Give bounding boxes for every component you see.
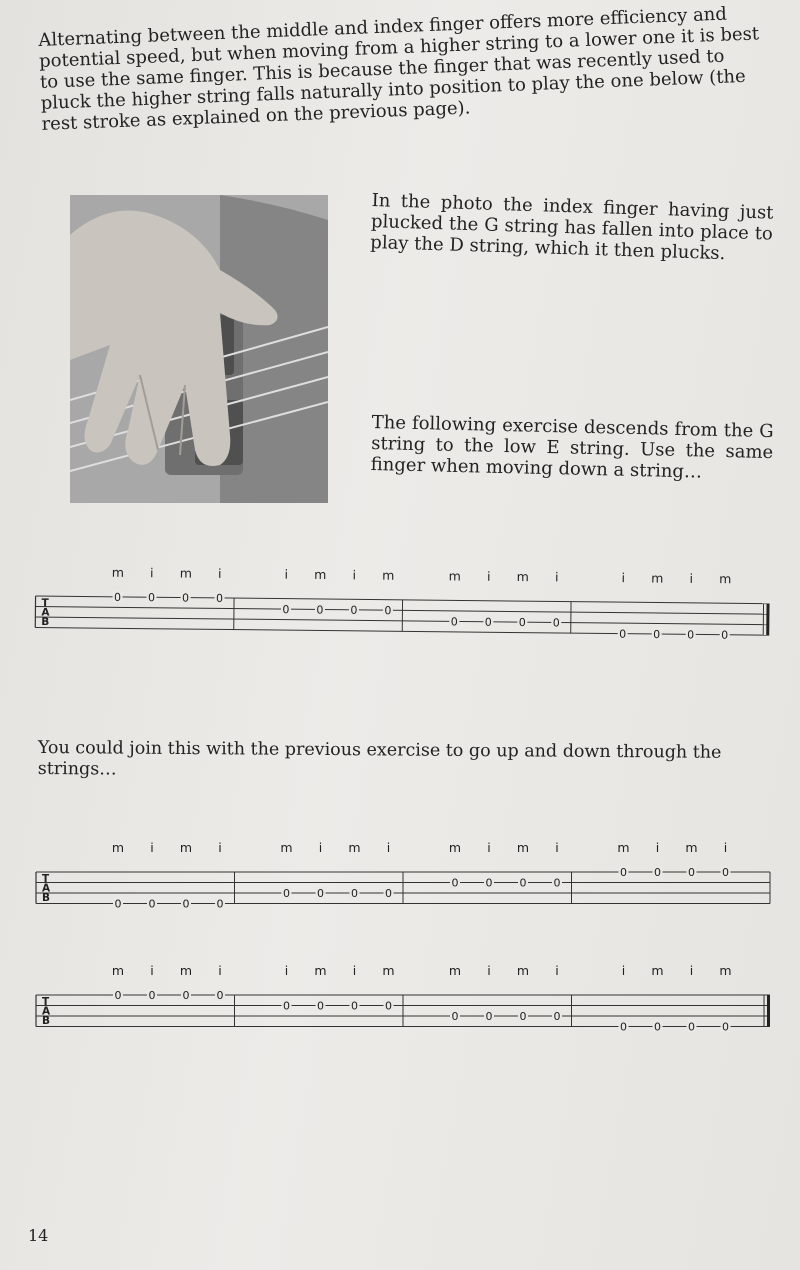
fret-number: 0 xyxy=(317,887,324,900)
tab-clef-letter: B xyxy=(42,892,51,904)
tab-clef-letter: A xyxy=(42,1005,51,1018)
finger-label: m xyxy=(348,840,361,855)
finger-label: i xyxy=(487,963,491,978)
fret-number: 0 xyxy=(350,603,358,617)
fret-number: 0 xyxy=(317,999,324,1013)
fret-number: 0 xyxy=(351,999,358,1013)
finger-label: i xyxy=(555,840,559,855)
finger-label: i xyxy=(284,566,289,582)
fret-number: 0 xyxy=(722,1020,729,1034)
fret-number: 0 xyxy=(687,628,695,642)
finger-label: m xyxy=(382,963,395,978)
finger-label: i xyxy=(723,840,728,855)
fret-number: 0 xyxy=(316,603,324,617)
fret-number: 0 xyxy=(451,1010,459,1023)
tab-staff-exercise-2 xyxy=(36,832,770,952)
photo-illustration xyxy=(70,195,328,503)
fret-number: 0 xyxy=(216,989,224,1002)
fret-number: 0 xyxy=(182,989,190,1002)
fret-number: 0 xyxy=(653,627,661,642)
tab-clef-letter: T xyxy=(41,597,49,610)
finger-label: m xyxy=(179,565,193,581)
fret-number: 0 xyxy=(385,887,392,900)
fret-number: 0 xyxy=(283,887,290,900)
finger-label: i xyxy=(218,840,222,855)
finger-label: m xyxy=(314,963,327,978)
finger-label: i xyxy=(318,840,323,855)
finger-label: i xyxy=(218,963,222,978)
join-exercises-paragraph: You could join this with the previous exercise to go up and down through the strings… xyxy=(37,738,722,780)
fret-number: 0 xyxy=(485,1010,493,1023)
finger-label: m xyxy=(280,840,293,855)
tab-clef-letter: B xyxy=(42,1015,51,1027)
finger-label: m xyxy=(314,566,327,583)
page-number: 14 xyxy=(28,1226,49,1245)
fret-number: 0 xyxy=(688,1020,695,1034)
fret-number: 0 xyxy=(216,897,224,911)
finger-label: m xyxy=(111,963,125,978)
fret-number: 0 xyxy=(518,616,526,630)
exercise-intro-paragraph: The following exercise descends from the G string to the low E string. Use the same finger when moving down a string… xyxy=(370,412,774,483)
fret-number: 0 xyxy=(620,1020,627,1034)
photo-caption-paragraph: In the photo the index finger having just plucked the G string has fallen into place to play the D string, which it then plucks. xyxy=(370,190,774,265)
tab-clef-letter: T xyxy=(42,996,50,1008)
finger-label: m xyxy=(651,963,664,978)
fret-number: 0 xyxy=(215,591,224,605)
tab-clef-letter: B xyxy=(41,616,50,629)
fret-number: 0 xyxy=(182,897,190,911)
finger-label: m xyxy=(448,568,461,584)
finger-label: m xyxy=(651,570,664,586)
fret-number: 0 xyxy=(688,866,695,879)
finger-label: m xyxy=(179,840,193,855)
fret-number: 0 xyxy=(114,989,122,1002)
intro-paragraph: Alternating between the middle and index finger offers more efficiency and potential speed, but when moving from a higher string to a lower one it is best to use the same finger. This is because the finger that was recently used to pluck the higher string falls naturally into position to play the one below (the rest stroke as explained on the previous page). xyxy=(38,3,760,135)
tab-clef-letter: A xyxy=(42,882,51,895)
finger-label: i xyxy=(284,963,289,978)
fret-number: 0 xyxy=(148,591,156,605)
finger-label: i xyxy=(655,840,660,855)
finger-label: i xyxy=(689,570,694,586)
fret-number: 0 xyxy=(450,615,458,629)
fret-number: 0 xyxy=(181,591,190,605)
finger-label: i xyxy=(621,963,626,978)
finger-label: i xyxy=(352,567,357,583)
hand-plucking-photo xyxy=(70,195,328,503)
fret-number: 0 xyxy=(552,616,560,630)
finger-label: i xyxy=(554,569,559,585)
tab-clef-letter: T xyxy=(42,873,50,885)
finger-label: m xyxy=(719,571,732,587)
fret-number: 0 xyxy=(722,866,729,879)
fret-number: 0 xyxy=(385,999,392,1013)
fret-number: 0 xyxy=(619,627,627,641)
fret-number: 0 xyxy=(485,876,493,890)
finger-label: m xyxy=(448,840,462,855)
finger-label: m xyxy=(382,567,395,583)
finger-label: i xyxy=(150,840,154,855)
finger-label: m xyxy=(685,840,698,855)
finger-label: m xyxy=(111,840,125,855)
fret-number: 0 xyxy=(721,628,729,642)
finger-label: i xyxy=(689,963,694,978)
fret-number: 0 xyxy=(114,590,122,604)
fret-number: 0 xyxy=(553,876,561,890)
fret-number: 0 xyxy=(148,989,156,1002)
fret-number: 0 xyxy=(519,876,527,890)
finger-label: i xyxy=(555,963,559,978)
finger-label: m xyxy=(448,963,462,978)
finger-label: i xyxy=(386,840,391,855)
fret-number: 0 xyxy=(282,603,290,617)
finger-label: m xyxy=(111,564,125,580)
finger-label: i xyxy=(150,565,154,581)
fret-number: 0 xyxy=(519,1010,527,1023)
fret-number: 0 xyxy=(553,1010,561,1023)
finger-label: m xyxy=(617,840,630,855)
finger-label: i xyxy=(486,568,491,584)
finger-label: i xyxy=(487,840,491,855)
fret-number: 0 xyxy=(283,999,290,1013)
fret-number: 0 xyxy=(484,615,492,629)
tab-staff-exercise-3 xyxy=(36,955,770,1075)
fret-number: 0 xyxy=(451,876,459,890)
tab-staff-exercise-1 xyxy=(35,556,770,684)
finger-label: i xyxy=(150,963,154,978)
fret-number: 0 xyxy=(384,604,392,618)
fret-number: 0 xyxy=(114,897,122,911)
fret-number: 0 xyxy=(148,897,156,911)
finger-label: i xyxy=(352,963,357,978)
finger-label: m xyxy=(179,963,193,978)
fret-number: 0 xyxy=(654,866,661,879)
finger-label: m xyxy=(719,963,732,978)
fret-number: 0 xyxy=(654,1020,661,1034)
finger-label: i xyxy=(621,570,626,586)
finger-label: i xyxy=(218,565,222,581)
tab-clef-letter: A xyxy=(41,606,50,619)
finger-label: m xyxy=(516,840,530,855)
finger-label: m xyxy=(516,963,530,978)
fret-number: 0 xyxy=(351,887,358,900)
finger-label: m xyxy=(516,569,529,585)
fret-number: 0 xyxy=(620,866,627,879)
